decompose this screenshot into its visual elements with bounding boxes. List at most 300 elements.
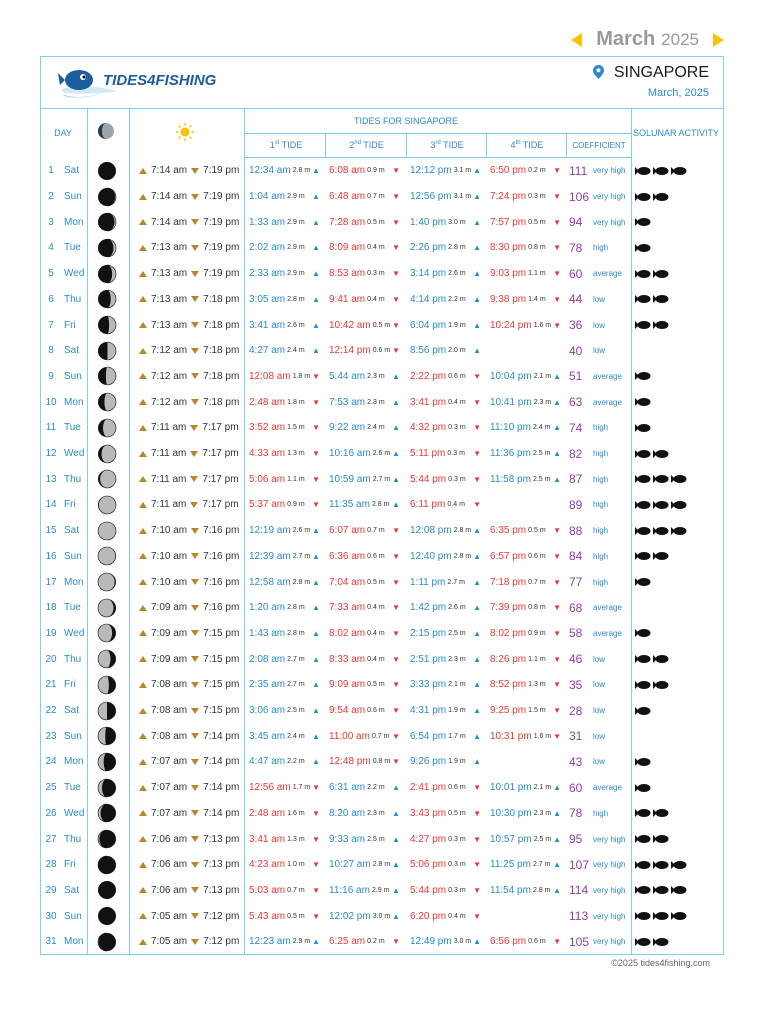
tide-time: 11:16 am	[329, 884, 370, 896]
moon-phase-svg	[97, 187, 117, 207]
tide-height: 2.7 m	[287, 655, 305, 663]
moon-phase-svg	[97, 726, 117, 746]
low-tide-icon: ▼	[473, 371, 481, 381]
tide-height: 0.7 m	[287, 886, 305, 894]
sunset-icon	[191, 836, 199, 842]
tide-cell	[487, 801, 565, 827]
tide-time: 3:41 am	[249, 833, 286, 845]
tide-time: 6:07 am	[329, 525, 366, 537]
tide-time: 2:41 pm	[410, 782, 447, 794]
coefficient	[569, 826, 633, 852]
sun-times	[139, 287, 245, 313]
sun-times	[139, 569, 245, 595]
coefficient-label: very high	[593, 192, 626, 202]
coefficient-label: average	[593, 783, 622, 793]
brand-logo[interactable]	[57, 63, 247, 101]
low-tide-icon: ▼	[473, 911, 481, 921]
fish-icon	[635, 937, 651, 947]
day-name: Sun	[64, 730, 82, 742]
sunrise-icon	[139, 759, 147, 765]
day-name: Tue	[64, 782, 81, 794]
high-tide-icon: ▲	[473, 757, 481, 767]
tide-time: 1:40 pm	[410, 216, 447, 228]
sunset-icon	[191, 913, 199, 919]
sunrise-time: 7:08 am	[151, 730, 188, 742]
moon-phase-icon	[97, 775, 117, 801]
tide-height: 1.8 m	[287, 398, 305, 406]
table-row	[41, 287, 723, 313]
tide-time: 12:58 am	[249, 576, 291, 588]
tide-cell	[487, 209, 565, 235]
tide-cell	[407, 672, 485, 698]
sunset-time: 7:15 pm	[203, 705, 240, 717]
tide-height: 2.8 m	[371, 501, 390, 509]
tide-time: 6:20 pm	[410, 910, 447, 922]
day-number: 19	[45, 627, 57, 639]
sunrise-icon	[139, 630, 147, 636]
fish-icon	[653, 911, 669, 921]
tide-cell	[487, 672, 565, 698]
tide-height: 0.6 m	[448, 372, 466, 380]
tide-cell	[407, 621, 485, 647]
tide-cell	[326, 621, 404, 647]
tide-time: 5:06 pm	[410, 859, 447, 871]
solunar-activity	[635, 621, 723, 647]
low-tide-icon: ▼	[473, 397, 481, 407]
sunrise-icon	[139, 168, 147, 174]
tide-cell	[487, 466, 565, 492]
low-tide-icon: ▼	[312, 423, 320, 433]
tide-time: 10:01 pm	[490, 782, 532, 794]
tide-time: 6:54 pm	[410, 730, 447, 742]
low-tide-icon: ▼	[392, 217, 400, 227]
sun-times	[139, 338, 245, 364]
day-number: 28	[45, 859, 57, 871]
moon-phase-icon	[97, 209, 117, 235]
moon-phase-icon	[97, 852, 117, 878]
tide-height: 2.2 m	[448, 295, 466, 303]
fish-icon	[653, 860, 669, 870]
high-tide-icon: ▲	[392, 911, 400, 921]
sunrise-icon	[139, 245, 147, 251]
fish-icon	[671, 474, 687, 484]
sunrise-time: 7:11 am	[151, 473, 187, 485]
sunset-time: 7:13 pm	[203, 884, 240, 896]
tide-time: 2:26 pm	[410, 242, 447, 254]
tide-cell	[407, 364, 485, 390]
tide-height: 2.6 m	[372, 450, 391, 458]
low-tide-icon: ▼	[392, 294, 400, 304]
tide-time: 3:14 pm	[410, 268, 447, 280]
sunrise-icon	[139, 579, 147, 585]
tide-time: 1:42 pm	[410, 602, 447, 614]
tide-height: 2.6 m	[287, 321, 305, 329]
tide-height: 2.8 m	[287, 604, 305, 612]
fish-icon	[653, 474, 669, 484]
fish-icon	[635, 500, 651, 510]
coefficient-label: average	[593, 397, 622, 407]
high-tide-icon: ▲	[473, 551, 481, 561]
tide-time: 9:41 am	[329, 293, 366, 305]
tide-cell	[487, 569, 565, 595]
day-name: Tue	[64, 602, 81, 614]
table-row	[41, 749, 723, 775]
tide-cell	[246, 852, 324, 878]
low-tide-icon: ▼	[553, 706, 561, 716]
high-tide-icon: ▲	[392, 885, 400, 895]
sunset-time: 7:14 pm	[203, 756, 240, 768]
moon-phase-icon	[97, 903, 117, 929]
sunrise-time: 7:11 am	[151, 448, 187, 460]
tide-time: 7:18 pm	[490, 576, 527, 588]
tide-cell	[326, 569, 404, 595]
moon-phase-icon	[97, 672, 117, 698]
tide-time: 1:33 am	[249, 216, 286, 228]
tide-cell	[326, 646, 404, 672]
day-name: Mon	[64, 576, 84, 588]
moon-phase-icon	[97, 415, 117, 441]
coefficient-value: 31	[569, 729, 583, 744]
low-tide-icon: ▼	[553, 654, 561, 664]
tide-cell	[326, 544, 404, 570]
sunset-icon	[191, 168, 199, 174]
tide-height: 0.9 m	[287, 501, 305, 509]
coefficient-value: 87	[569, 472, 583, 487]
tide-cell	[326, 826, 404, 852]
tide-height: 2.7 m	[447, 578, 465, 586]
tide-height: 1.6 m	[287, 809, 305, 817]
fish-icon	[653, 680, 669, 690]
moon-phase-icon	[97, 158, 117, 184]
low-tide-icon: ▼	[312, 397, 320, 407]
sunrise-time: 7:14 am	[151, 165, 188, 177]
tide-cell	[487, 698, 565, 724]
sunrise-icon	[139, 887, 147, 893]
sun-header-icon	[175, 122, 195, 142]
low-tide-icon: ▼	[553, 628, 561, 638]
tide-height: 0.3 m	[448, 424, 466, 432]
moon-phase-icon	[97, 492, 117, 518]
solunar-activity	[635, 209, 723, 235]
tide-cell	[407, 312, 485, 338]
low-tide-icon: ▼	[553, 294, 561, 304]
sunset-icon	[191, 579, 199, 585]
tide-cell	[246, 209, 324, 235]
table-row	[41, 312, 723, 338]
sun-times	[139, 389, 245, 415]
tide-time: 3:33 pm	[410, 679, 447, 691]
tide-height: 0.5 m	[528, 527, 546, 535]
sun-times	[139, 158, 245, 184]
sun-times	[139, 312, 245, 338]
sunrise-time: 7:12 am	[151, 345, 188, 357]
day-number: 7	[48, 319, 54, 331]
month-name: March	[596, 28, 656, 50]
sun-times	[139, 235, 245, 261]
high-tide-icon: ▲	[553, 885, 561, 895]
coefficient-value: 46	[569, 652, 583, 667]
month-nav	[571, 28, 724, 51]
tide-time: 11:25 pm	[490, 859, 531, 871]
moon-phase-svg	[97, 701, 117, 721]
sunrise-icon	[139, 194, 147, 200]
tide-time: 6:11 pm	[410, 499, 446, 511]
sunrise-icon	[139, 322, 147, 328]
low-tide-icon: ▼	[473, 885, 481, 895]
moon-phase-icon	[97, 801, 117, 827]
sunrise-time: 7:13 am	[151, 293, 188, 305]
tide-height: 2.3 m	[367, 809, 385, 817]
coefficient	[569, 595, 633, 621]
tide-height: 1.4 m	[528, 295, 546, 303]
table-row	[41, 852, 723, 878]
moon-phase-svg	[97, 932, 117, 952]
tide-cell	[487, 878, 565, 904]
day-number: 12	[45, 448, 57, 460]
low-tide-icon: ▼	[392, 166, 400, 176]
tide-cell	[246, 775, 324, 801]
solunar-activity	[635, 672, 723, 698]
coefficient-label: high	[593, 526, 609, 536]
fish-icon	[653, 294, 669, 304]
tide-height: 1.6 m	[533, 732, 552, 740]
day-name: Wed	[64, 448, 85, 460]
fish-icon	[671, 166, 687, 176]
tide-cell	[326, 364, 404, 390]
table-row	[41, 878, 723, 904]
fish-icon	[653, 192, 669, 202]
day-name: Wed	[64, 627, 85, 639]
sunset-icon	[191, 785, 199, 791]
tide-cell	[246, 698, 324, 724]
tide-cell	[487, 518, 565, 544]
tide-height: 0.7 m	[528, 578, 546, 586]
coefficient-value: 78	[569, 240, 583, 255]
tide-cell	[407, 389, 485, 415]
coefficient-value: 44	[569, 292, 583, 307]
sunrise-icon	[139, 425, 147, 431]
low-tide-icon: ▼	[473, 423, 481, 433]
tide-time: 8:56 pm	[410, 345, 447, 357]
tide-height: 0.7 m	[367, 527, 385, 535]
fish-icon	[671, 526, 687, 536]
tide-time: 10:31 pm	[490, 730, 532, 742]
low-tide-icon: ▼	[553, 192, 561, 202]
sunset-icon	[190, 451, 198, 457]
tide-height: 0.3 m	[448, 861, 466, 869]
coefficient-value: 74	[569, 420, 583, 435]
tide-cell	[246, 441, 324, 467]
fish-icon	[635, 397, 651, 407]
tide-height: 0.4 m	[367, 295, 385, 303]
sunrise-time: 7:09 am	[151, 602, 188, 614]
tide-time: 2:48 am	[249, 807, 286, 819]
tide-cell	[407, 749, 485, 775]
tide-cell	[326, 492, 404, 518]
solunar-activity	[635, 775, 723, 801]
fish-icon	[635, 885, 651, 895]
moon-phase-svg	[97, 623, 117, 643]
day-name: Thu	[64, 833, 82, 845]
moon-phase-svg	[97, 212, 117, 232]
coefficient	[569, 312, 633, 338]
sunrise-icon	[139, 836, 147, 842]
high-tide-icon: ▲	[473, 577, 481, 587]
tide-height: 3.1 m	[453, 193, 472, 201]
tide-height: 0.6 m	[367, 707, 385, 715]
tide-height: 2.1 m	[448, 681, 466, 689]
tide-height: 2.5 m	[533, 835, 552, 843]
fish-icon	[635, 808, 651, 818]
day-number: 31	[45, 936, 57, 948]
low-tide-icon: ▼	[553, 731, 561, 741]
sunrise-time: 7:09 am	[151, 653, 188, 665]
tide-height: 2.6 m	[448, 270, 466, 278]
sunrise-time: 7:05 am	[151, 936, 188, 948]
tide-height: 2.7 m	[287, 681, 305, 689]
moon-phase-svg	[97, 675, 117, 695]
coefficient	[569, 801, 633, 827]
tide-cell	[407, 801, 485, 827]
high-tide-icon: ▲	[312, 937, 320, 947]
tide-cell	[407, 261, 485, 287]
sunset-icon	[191, 296, 199, 302]
tide-time: 5:11 pm	[410, 448, 446, 460]
tide-cell	[487, 621, 565, 647]
tide-cell	[246, 415, 324, 441]
tide-cell	[326, 235, 404, 261]
moon-phase-svg	[97, 392, 117, 412]
tide-time: 7:24 pm	[490, 191, 527, 203]
low-tide-icon: ▼	[553, 243, 561, 253]
day-name: Mon	[64, 216, 84, 228]
moon-phase-icon	[97, 364, 117, 390]
solunar-activity	[635, 312, 723, 338]
tide-height: 1.1 m	[528, 270, 546, 278]
tide-time: 8:09 am	[329, 242, 366, 254]
prev-month-arrow-icon[interactable]	[571, 33, 582, 47]
coefficient	[569, 544, 633, 570]
sunrise-time: 7:14 am	[151, 216, 188, 228]
sunrise-time: 7:13 am	[151, 242, 188, 254]
tide-height: 2.9 m	[287, 244, 305, 252]
tide-height: 2.3 m	[533, 809, 552, 817]
tide-height: 0.4 m	[448, 398, 466, 406]
tide-time: 11:58 pm	[490, 473, 531, 485]
low-tide-icon: ▼	[392, 757, 400, 767]
moon-phase-icon	[97, 518, 117, 544]
high-tide-icon: ▲	[473, 654, 481, 664]
next-month-arrow-icon[interactable]	[713, 33, 724, 47]
coefficient-value: 107	[569, 857, 590, 872]
day-number: 5	[48, 268, 54, 280]
tide-cell	[487, 595, 565, 621]
table-row	[41, 492, 723, 518]
tide-height: 2.8 m	[453, 552, 472, 560]
moon-phase-svg	[97, 829, 117, 849]
coefficient	[569, 184, 633, 210]
tide-time: 8:02 am	[329, 627, 366, 639]
coefficient-label: average	[593, 371, 622, 381]
sunset-time: 7:17 pm	[202, 448, 239, 460]
low-tide-icon: ▼	[553, 166, 561, 176]
moon-phase-svg	[97, 598, 117, 618]
high-tide-icon: ▲	[392, 397, 400, 407]
high-tide-icon: ▲	[392, 423, 400, 433]
tide-height: 0.7 m	[371, 732, 390, 740]
tide-height: 0.2 m	[528, 167, 546, 175]
tide-time: 9:38 pm	[490, 293, 527, 305]
high-tide-icon: ▲	[312, 346, 320, 356]
sunrise-time: 7:06 am	[151, 833, 188, 845]
sunset-icon	[191, 399, 199, 405]
tide-cell	[246, 878, 324, 904]
tide-time: 9:26 pm	[410, 756, 447, 768]
moon-phase-icon	[97, 184, 117, 210]
tide-height: 0.5 m	[372, 321, 391, 329]
high-tide-icon: ▲	[312, 706, 320, 716]
sunset-icon	[191, 245, 199, 251]
tide-height: 0.5 m	[367, 681, 385, 689]
day-name: Sat	[64, 345, 80, 357]
high-tide-icon: ▲	[312, 680, 320, 690]
sunset-icon	[191, 887, 199, 893]
low-tide-icon: ▼	[553, 551, 561, 561]
tide-cell	[407, 878, 485, 904]
tide-height: 0.3 m	[367, 270, 385, 278]
tide-height: 2.8 m	[287, 295, 305, 303]
day-number: 6	[48, 293, 54, 305]
tide-time: 8:53 am	[329, 268, 366, 280]
solunar-activity	[635, 903, 723, 929]
tide-time: 6:50 pm	[490, 165, 527, 177]
moon-phase-svg	[97, 752, 117, 772]
tide-cell	[487, 338, 565, 364]
moon-phase-svg	[97, 161, 117, 181]
tide-height: 1.3 m	[287, 835, 305, 843]
tide-cell	[246, 492, 324, 518]
high-tide-icon: ▲	[312, 320, 320, 330]
moon-phase-svg	[97, 880, 117, 900]
tide-height: 2.5 m	[367, 835, 385, 843]
low-tide-icon: ▼	[312, 449, 320, 459]
tide-height: 0.4 m	[367, 655, 385, 663]
tide-cell	[246, 903, 324, 929]
coefficient-value: 89	[569, 497, 583, 512]
high-tide-icon: ▲	[473, 628, 481, 638]
table-row	[41, 261, 723, 287]
tide-cell	[487, 364, 565, 390]
tide-cell	[246, 338, 324, 364]
tide-time: 8:33 am	[329, 653, 366, 665]
tide-cell	[487, 184, 565, 210]
sunset-icon	[191, 271, 199, 277]
coefficient	[569, 749, 633, 775]
solunar-activity	[635, 646, 723, 672]
coefficient-value: 94	[569, 215, 583, 230]
moon-phase-svg	[97, 906, 117, 926]
tide-height: 1.3 m	[287, 450, 305, 458]
tide-time: 12:19 am	[249, 525, 291, 537]
day-number: 3	[48, 216, 54, 228]
low-tide-icon: ▼	[553, 269, 561, 279]
solunar-activity	[635, 852, 723, 878]
sunrise-time: 7:06 am	[151, 859, 188, 871]
moon-phase-icon	[97, 723, 117, 749]
tide-height: 1.9 m	[448, 758, 466, 766]
tide-time: 10:30 pm	[490, 807, 532, 819]
tide-time: 12:48 pm	[329, 756, 371, 768]
